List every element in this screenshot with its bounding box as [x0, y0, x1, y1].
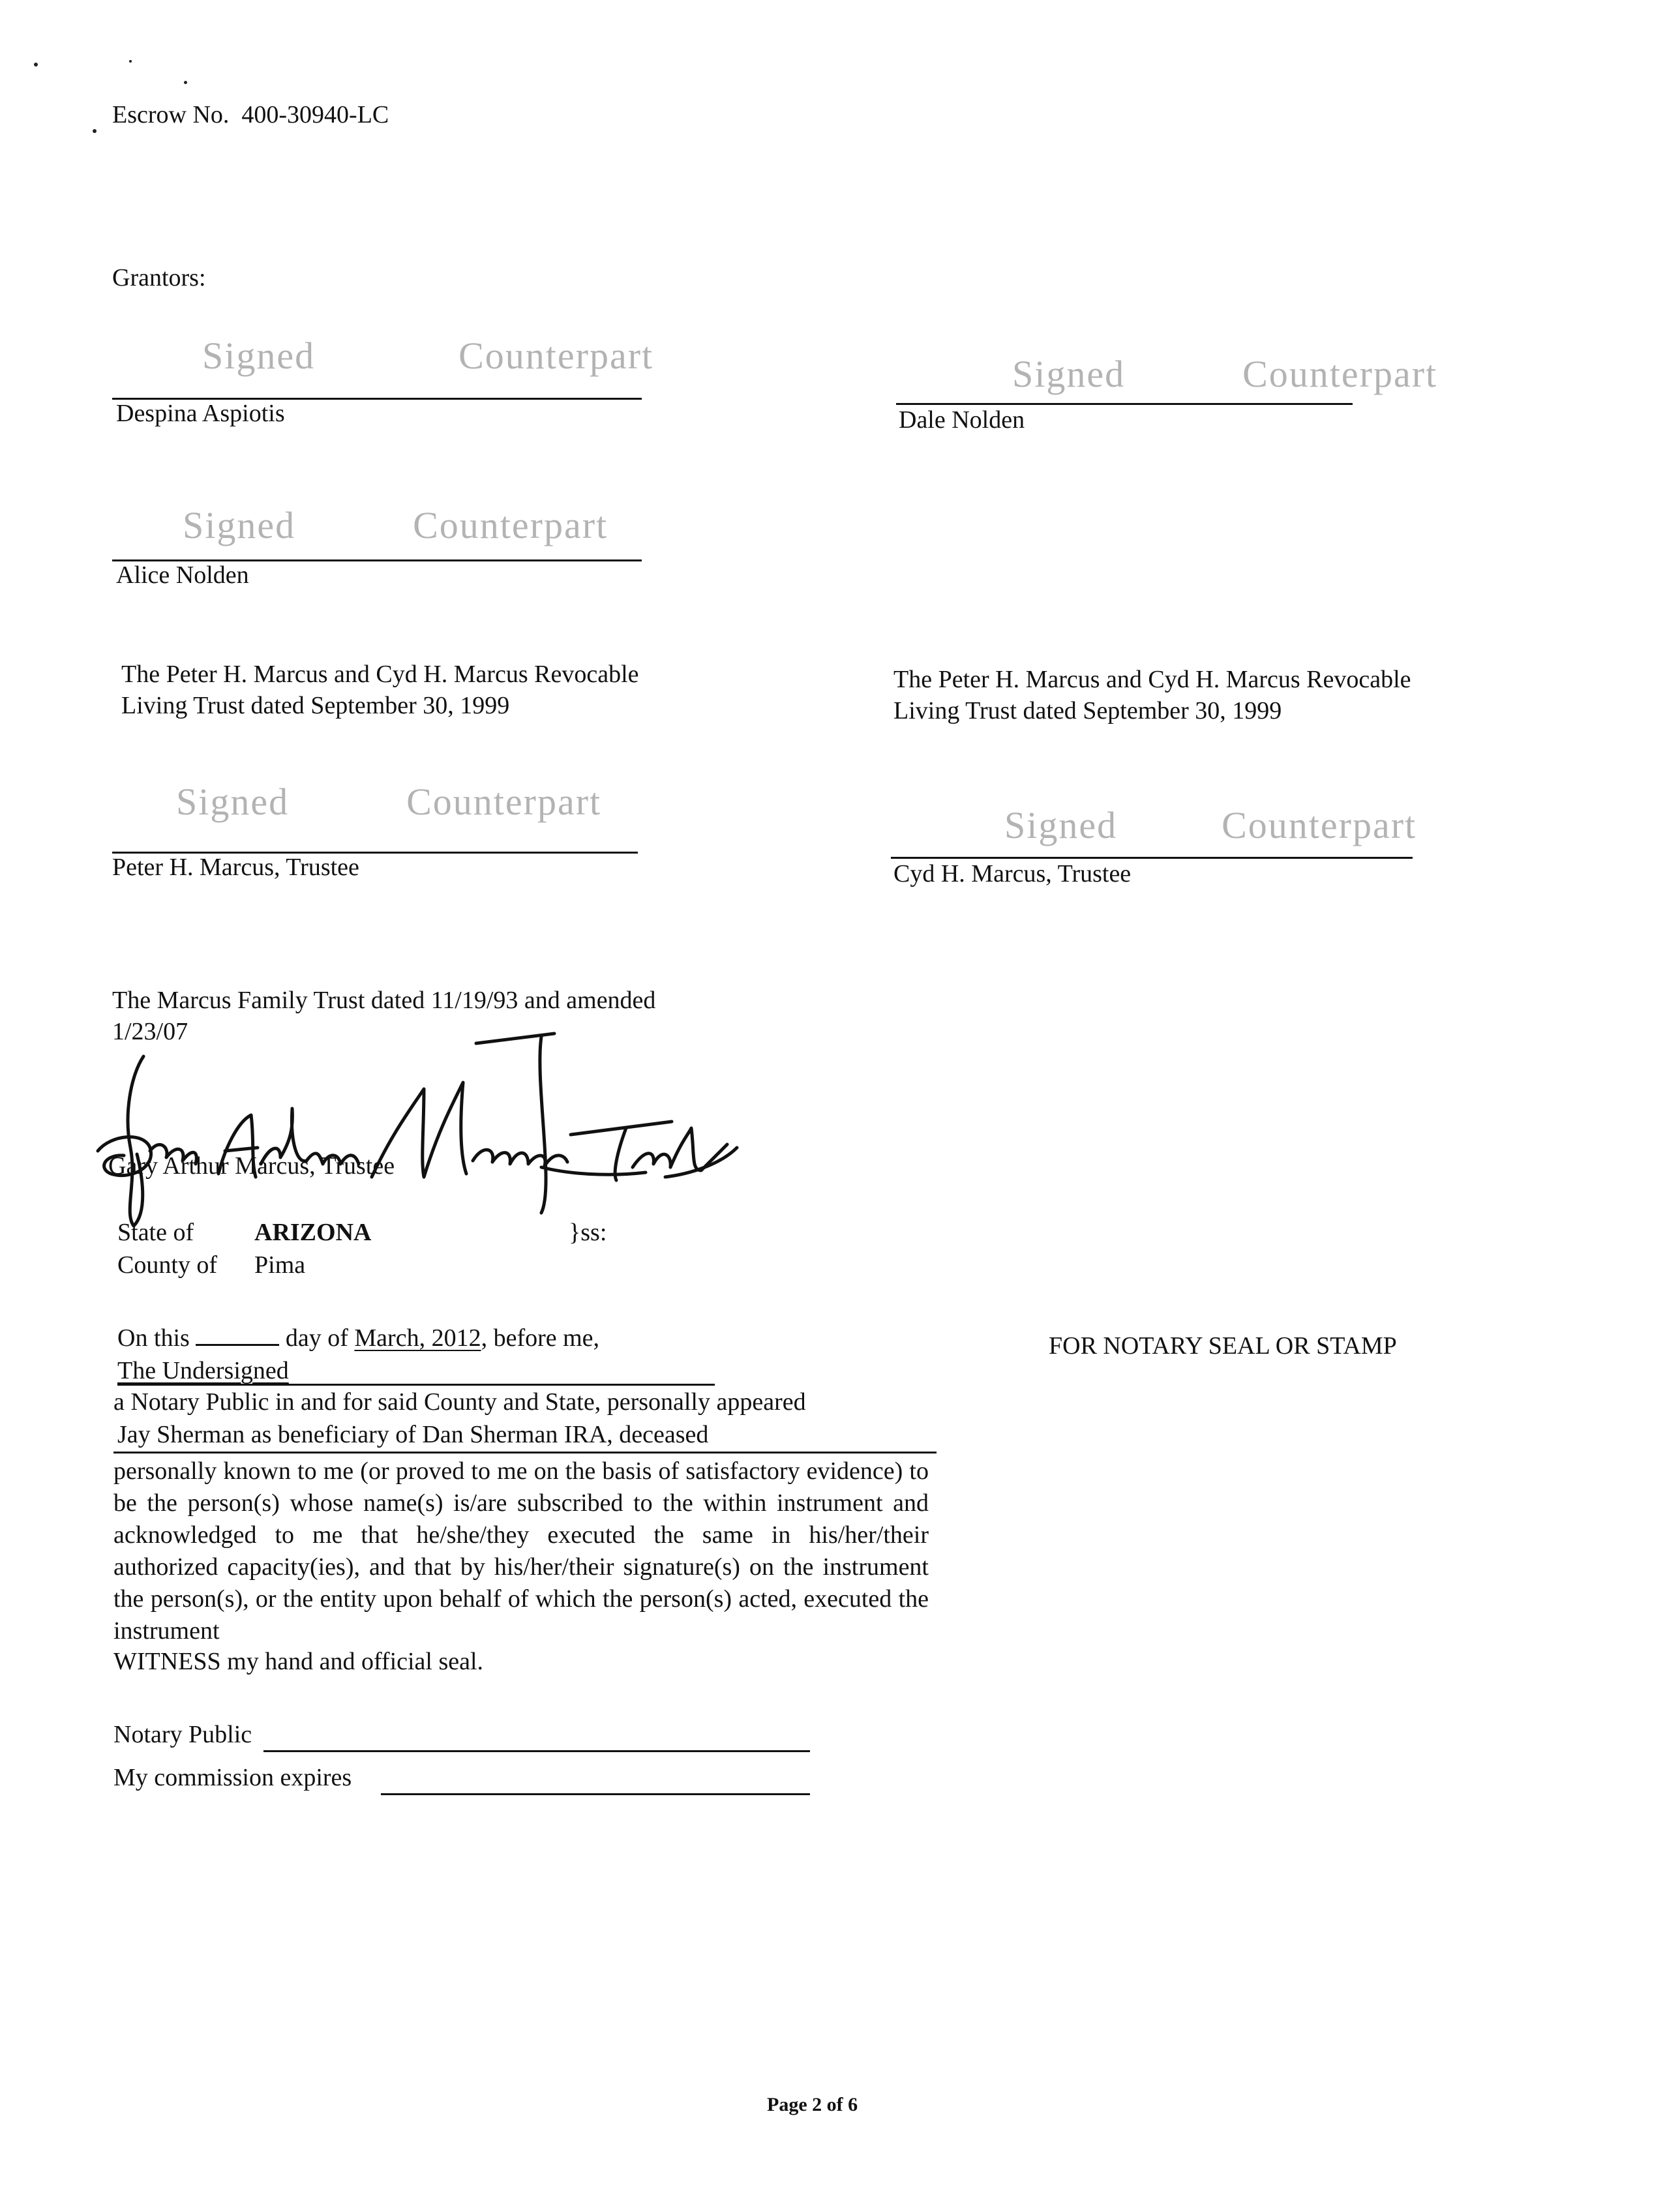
- notary-public-label: Notary Public: [113, 1721, 252, 1748]
- signer-name-alice: Alice Nolden: [116, 561, 249, 589]
- escrow-value: 400-30940-LC: [241, 101, 389, 128]
- counterpart-stamp: Signed Counterpart: [1004, 804, 1417, 846]
- counterpart-stamp: Signed Counterpart: [183, 504, 608, 546]
- county-label: County of: [117, 1251, 218, 1279]
- notary-date-line: On this day of March, 2012, before me,: [117, 1324, 600, 1352]
- commission-label: My commission expires: [113, 1764, 352, 1791]
- state-label: State of: [117, 1219, 194, 1246]
- signer-name-despina: Despina Aspiotis: [116, 400, 285, 427]
- appeared-text: a Notary Public in and for said County and State, personally appeared: [113, 1388, 806, 1416]
- trust-name-right: The Peter H. Marcus and Cyd H. Marcus Revocable Living Trust dated September 30, 1999: [893, 666, 1411, 724]
- notary-seal-label: FOR NOTARY SEAL OR STAMP: [1049, 1332, 1397, 1360]
- ss-bracket: }ss:: [569, 1219, 607, 1246]
- notary-officer: The Undersigned: [117, 1357, 289, 1384]
- trust-name-left: The Peter H. Marcus and Cyd H. Marcus Revocable Living Trust dated September 30, 1999: [121, 661, 639, 719]
- family-trust-name: The Marcus Family Trust dated 11/19/93 and amended 1/23/07: [112, 987, 656, 1045]
- appeared-underline: [113, 1452, 937, 1453]
- notary-public-line: [263, 1750, 810, 1752]
- notary-date: March, 2012: [354, 1324, 481, 1352]
- scan-speck: [34, 63, 38, 67]
- signer-name-dale: Dale Nolden: [899, 406, 1025, 434]
- grantors-label: Grantors:: [112, 264, 206, 291]
- county-value: Pima: [254, 1251, 306, 1279]
- page-number: Page 2 of 6: [767, 2094, 858, 2115]
- witness-line: WITNESS my hand and official seal.: [113, 1648, 484, 1675]
- officer-underline: [117, 1384, 715, 1386]
- scan-speck: [93, 129, 97, 133]
- commission-line: [381, 1793, 810, 1795]
- escrow-number: [112, 99, 389, 130]
- acknowledgment-body: personally known to me (or proved to me on the basis of satisfactory evidence) to be the person(s) whose name(s) is/are subscribed to the within instrument and acknowledged to me that he/she/they executed the same in his/her/their authorized capacity(ies), and that by his/her/their signature(s) on the instrument the person(s), or the entity upon behalf of which the person(s) acted, executed the instrument: [113, 1457, 929, 1645]
- appeared-name: Jay Sherman as beneficiary of Dan Sherman IRA, deceased: [117, 1421, 709, 1448]
- counterpart-stamp: Signed Counterpart: [202, 335, 654, 377]
- counterpart-stamp: Signed Counterpart: [1012, 353, 1438, 395]
- signer-name-cyd: Cyd H. Marcus, Trustee: [893, 860, 1132, 887]
- signer-name-peter: Peter H. Marcus, Trustee: [112, 854, 359, 881]
- state-value: ARIZONA: [254, 1219, 372, 1246]
- escrow-label: Escrow No.: [112, 101, 230, 128]
- counterpart-stamp: Signed Counterpart: [176, 781, 602, 823]
- signer-name-gary: Gary Arthur Marcus, Trustee: [108, 1152, 395, 1180]
- handwritten-signature: [85, 1017, 750, 1232]
- scan-speck: [129, 60, 132, 63]
- scan-speck: [184, 81, 187, 84]
